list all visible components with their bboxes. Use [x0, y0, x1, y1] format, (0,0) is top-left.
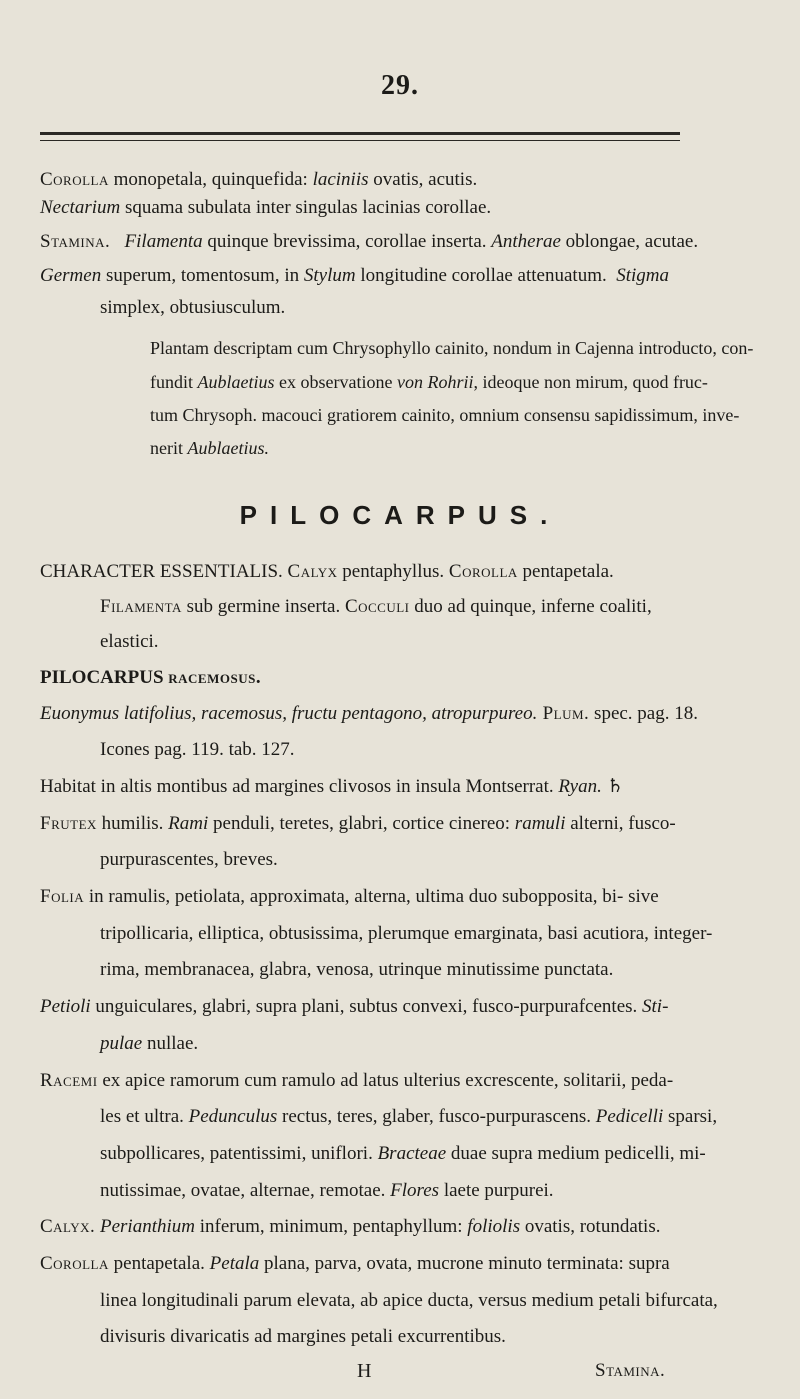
- text-line-petioli: Petioli unguiculares, glabri, supra plani, subtus convexi, fusco-purpurafcentes. Sti-: [40, 996, 669, 1017]
- text-line-note: fundit Aublaetius ex observatione von Rohrii, ideoque non mirum, quod fruc-: [150, 372, 708, 392]
- text-line-note: nerit Aublaetius.: [150, 438, 269, 458]
- text-line-nectarium: Nectarium squama subulata inter singulas lacinias corollae.: [40, 197, 492, 218]
- species-heading: PILOCARPUS racemosus.: [40, 667, 262, 688]
- text-line: elastici.: [100, 631, 159, 652]
- page-number: 29.: [381, 70, 419, 101]
- text-line-frutex: Frutex humilis. Rami penduli, teretes, glabri, cortice cinereo: ramuli alterni, fusco-: [40, 813, 676, 834]
- text-line-character: CHARACTER ESSENTIALIS. Calyx pentaphyllus. Corolla pentapetala.: [40, 561, 614, 582]
- genus-heading: PILOCARPUS.: [239, 500, 561, 530]
- text-line-corolla: Corolla monopetala, quinquefida: laciniis ovatis, acutis.: [40, 169, 478, 190]
- text-line: nutissimae, ovatae, alternae, remotae. Flores laete purpurei.: [100, 1180, 554, 1201]
- text-line: Icones pag. 119. tab. 127.: [100, 739, 295, 760]
- text-line: subpollicares, patentissimi, uniflori. Bracteae duae supra medium pedicelli, mi-: [100, 1143, 706, 1164]
- text-line: linea longitudinali parum elevata, ab apice ducta, versus medium petali bifurcata,: [100, 1290, 718, 1311]
- signature-mark: H: [357, 1360, 372, 1382]
- text-line: pulae nullae.: [100, 1033, 199, 1054]
- text-line-note: tum Chrysoph. macouci gratiorem cainito, omnium consensu sapidissimum, inve-: [150, 405, 740, 425]
- text-line: rima, membranacea, glabra, venosa, utrinque minutissime punctata.: [100, 959, 614, 980]
- text-line-habitat: Habitat in altis montibus ad margines clivosos in insula Montserrat. Ryan. ♄: [40, 776, 624, 797]
- header-rule: [40, 132, 680, 141]
- text-line-folia: Folia in ramulis, petiolata, approximata, alterna, ultima duo subopposita, bi- sive: [40, 886, 659, 907]
- text-line: Filamenta sub germine inserta. Cocculi duo ad quinque, inferne coaliti,: [100, 596, 652, 617]
- text-line-germen: Germen superum, tomentosum, in Stylum longitudine corollae attenuatum. Stigma: [40, 265, 670, 286]
- text-line: divisuris divaricatis ad margines petali excurrentibus.: [100, 1326, 506, 1347]
- text-line-racemi: Racemi ex apice ramorum cum ramulo ad latus ulterius excrescente, solitarii, peda-: [40, 1070, 674, 1091]
- text-line-corolla-2: Corolla pentapetala. Petala plana, parva, ovata, mucrone minuto terminata: supra: [40, 1253, 670, 1274]
- text-line: purpurascentes, breves.: [100, 849, 278, 870]
- text-line: tripollicaria, elliptica, obtusissima, plerumque emarginata, basi acutiora, integer-: [100, 923, 713, 944]
- text-line: les et ultra. Pedunculus rectus, teres, glaber, fusco-purpurascens. Pedicelli sparsi,: [100, 1106, 718, 1127]
- text-line-calyx: Calyx. Perianthium inferum, minimum, pentaphyllum: foliolis ovatis, rotundatis.: [40, 1216, 661, 1237]
- text-line-synonym: Euonymus latifolius, racemosus, fructu pentagono, atropurpureo. Plum. spec. pag. 18.: [40, 703, 698, 724]
- text-line-note: Plantam descriptam cum Chrysophyllo cainito, nondum in Cajenna introducto, con-: [150, 338, 754, 358]
- text-line: simplex, obtusiusculum.: [100, 297, 286, 318]
- catchword: Stamina.: [595, 1360, 666, 1381]
- text-line-stamina: Stamina. Filamenta quinque brevissima, corollae inserta. Antherae oblongae, acutae.: [40, 231, 699, 252]
